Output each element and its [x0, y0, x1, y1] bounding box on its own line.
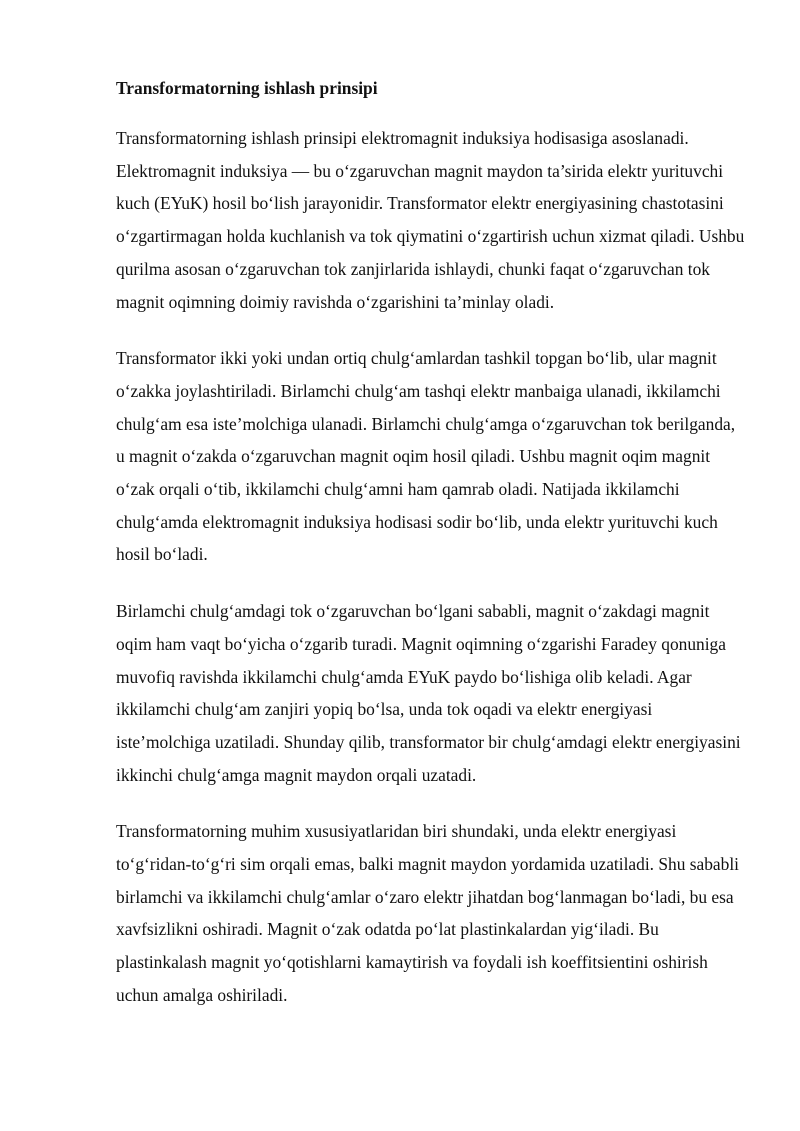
paragraph-windings: Transformator ikki yoki undan ortiq chulg‘amlardan tashkil topgan bo‘lib, ular magnit o‘zakka joylashtiriladi. Birlamchi chulg‘am tashqi elektr manbaiga ulanadi, ikkilamchi chulg‘am esa iste’molchiga ulanadi. Birlamchi chulg‘amga o‘zgaruvchan tok berilganda, u magnit o‘zakda o‘zgaruvchan magnit oqim hosil qiladi. Ushbu magnit oqim magnit o‘zak orqali o‘tib, ikkilamchi chulg‘amni ham qamrab oladi. Natijada ikkilamchi chulg‘amda elektromagnit induksiya hodisasi sodir bo‘lib, unda elektr yurituvchi kuch hosil bo‘ladi.: [116, 348, 736, 565]
paragraph-important-properties: Transformatorning muhim xususiyatlaridan biri shundaki, unda elektr energiyasi to‘g‘ridan-to‘g‘ri sim orqali emas, balki magnit maydon yordamida uzatiladi. Shu sababli birlamchi va ikkilamchi chulg‘amlar o‘zaro elektr jihatdan bog‘lanmagan bo‘ladi, bu esa xavfsizlikni oshiradi. Magnit o‘zak odatda po‘lat plastinkalardan yig‘iladi. Bu plastinkalash magnit yo‘qotishlarni kamaytirish va foydali ish koeffitsientini oshirish uchun amalga oshiriladi.: [116, 821, 740, 1005]
document-page: [116, 78, 746, 1012]
paragraph-magnetic-flux: Birlamchi chulg‘amdagi tok o‘zgaruvchan bo‘lgani sababli, magnit o‘zakdagi magnit oqim ham vaqt bo‘yicha o‘zgarib turadi. Magnit oqimning o‘zgarishi Faradey qonuniga muvofiq ravishda ikkilamchi chulg‘amda EYuK paydo bo‘lishiga olib keladi. Agar ikkilamchi chulg‘am zanjiri yopiq bo‘lsa, unda tok oqadi va elektr energiyasi iste’molchiga uzatiladi. Shunday qilib, transformator bir chulg‘amdagi elektr energiyasini ikkinchi chulg‘amga magnit maydon orqali uzatadi.: [116, 601, 741, 785]
document-title: Transformatorning ishlash prinsipi: [116, 78, 378, 98]
paragraph-working-principle: Transformatorning ishlash prinsipi elektromagnit induksiya hodisasiga asoslanadi. Elektromagnit induksiya — bu o‘zgaruvchan magnit maydon ta’sirida elektr yurituvchi kuch (EYuK) hosil bo‘lish jarayonidir. Transformator elektr energiyasining chastotasini o‘zgartirmagan holda kuchlanish va tok qiymatini o‘zgartirish uchun xizmat qiladi. Ushbu qurilma asosan o‘zgaruvchan tok zanjirlarida ishlaydi, chunki faqat o‘zgaruvchan tok magnit oqimning doimiy ravishda o‘zgarishini ta’minlay oladi.: [116, 128, 745, 312]
